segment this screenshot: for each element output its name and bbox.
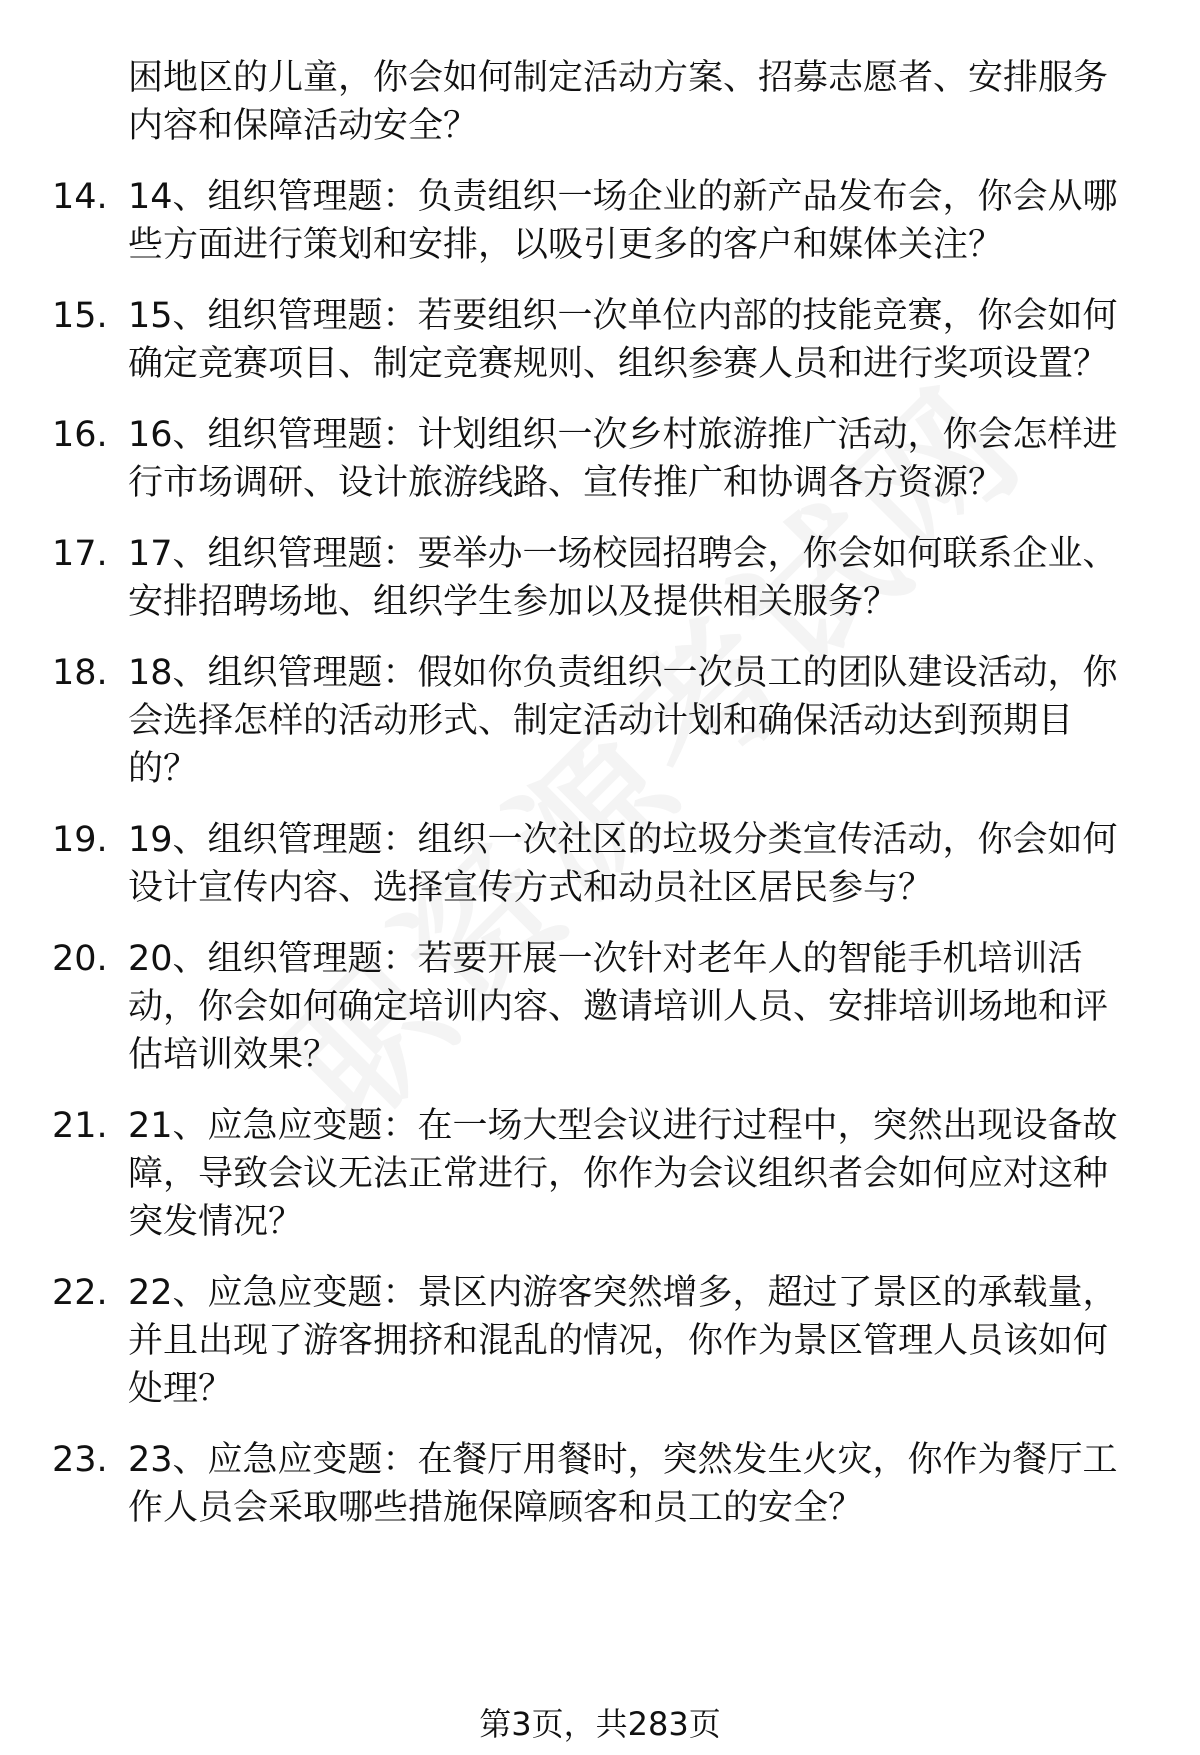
item-line: 21、应急应变题：在一场大型会议进行过程中，突然出现设备故 [128,1106,1118,1146]
item-line: 19、组织管理题：组织一次社区的垃圾分类宣传活动，你会如何 [128,820,1118,860]
item-line: 障，导致会议无法正常进行，你作为会议组织者会如何应对这种 [128,1154,1109,1194]
item-number: 23. [52,1440,108,1480]
item-number: 15. [52,296,108,336]
item-line: 估培训效果？ [128,1035,339,1075]
item-line: 20、组织管理题：若要开展一次针对老年人的智能手机培训活 [128,939,1083,979]
item-line: 16、组织管理题：计划组织一次乡村旅游推广活动，你会怎样进 [128,415,1118,455]
item-number: 20. [52,939,108,979]
item-line: 作人员会采取哪些措施保障顾客和员工的安全？ [128,1488,864,1528]
continuation-line: 困地区的儿童，你会如何制定活动方案、招募志愿者、安排服务 [128,58,1109,98]
item-line: 23、应急应变题：在餐厅用餐时，突然发生火灾，你作为餐厅工 [128,1440,1118,1480]
item-number: 17. [52,534,108,574]
item-line: 行市场调研、设计旅游线路、宣传推广和协调各方资源？ [128,463,1004,503]
page-footer: 第3页，共283页 [479,1705,721,1743]
item-line: 会选择怎样的活动形式、制定活动计划和确保活动达到预期目 [128,701,1074,741]
item-line: 突发情况？ [128,1202,304,1242]
item-number: 22. [52,1273,108,1313]
item-line: 18、组织管理题：假如你负责组织一次员工的团队建设活动，你 [128,653,1118,693]
item-line: 并且出现了游客拥挤和混乱的情况，你作为景区管理人员该如何 [128,1321,1109,1361]
item-line: 些方面进行策划和安排，以吸引更多的客户和媒体关注？ [128,225,1004,265]
item-line: 22、应急应变题：景区内游客突然增多，超过了景区的承载量， [128,1273,1118,1313]
item-number: 19. [52,820,108,860]
item-line: 动，你会如何确定培训内容、邀请培训人员、安排培训场地和评 [128,987,1109,1027]
item-number: 16. [52,415,108,455]
item-line: 14、组织管理题：负责组织一场企业的新产品发布会，你会从哪 [128,177,1118,217]
item-line: 确定竞赛项目、制定竞赛规则、组织参赛人员和进行奖项设置？ [128,344,1109,384]
item-number: 18. [52,653,108,693]
item-number: 21. [52,1106,108,1146]
item-line: 的？ [128,749,199,789]
item-line: 设计宣传内容、选择宣传方式和动员社区居民参与？ [128,868,934,908]
item-line: 17、组织管理题：要举办一场校园招聘会，你会如何联系企业、 [128,534,1118,574]
item-line: 处理？ [128,1369,234,1409]
continuation-line: 内容和保障活动安全？ [128,106,479,146]
item-number: 14. [52,177,108,217]
item-line: 安排招聘场地、组织学生参加以及提供相关服务？ [128,582,899,622]
item-line: 15、组织管理题：若要组织一次单位内部的技能竞赛，你会如何 [128,296,1118,336]
